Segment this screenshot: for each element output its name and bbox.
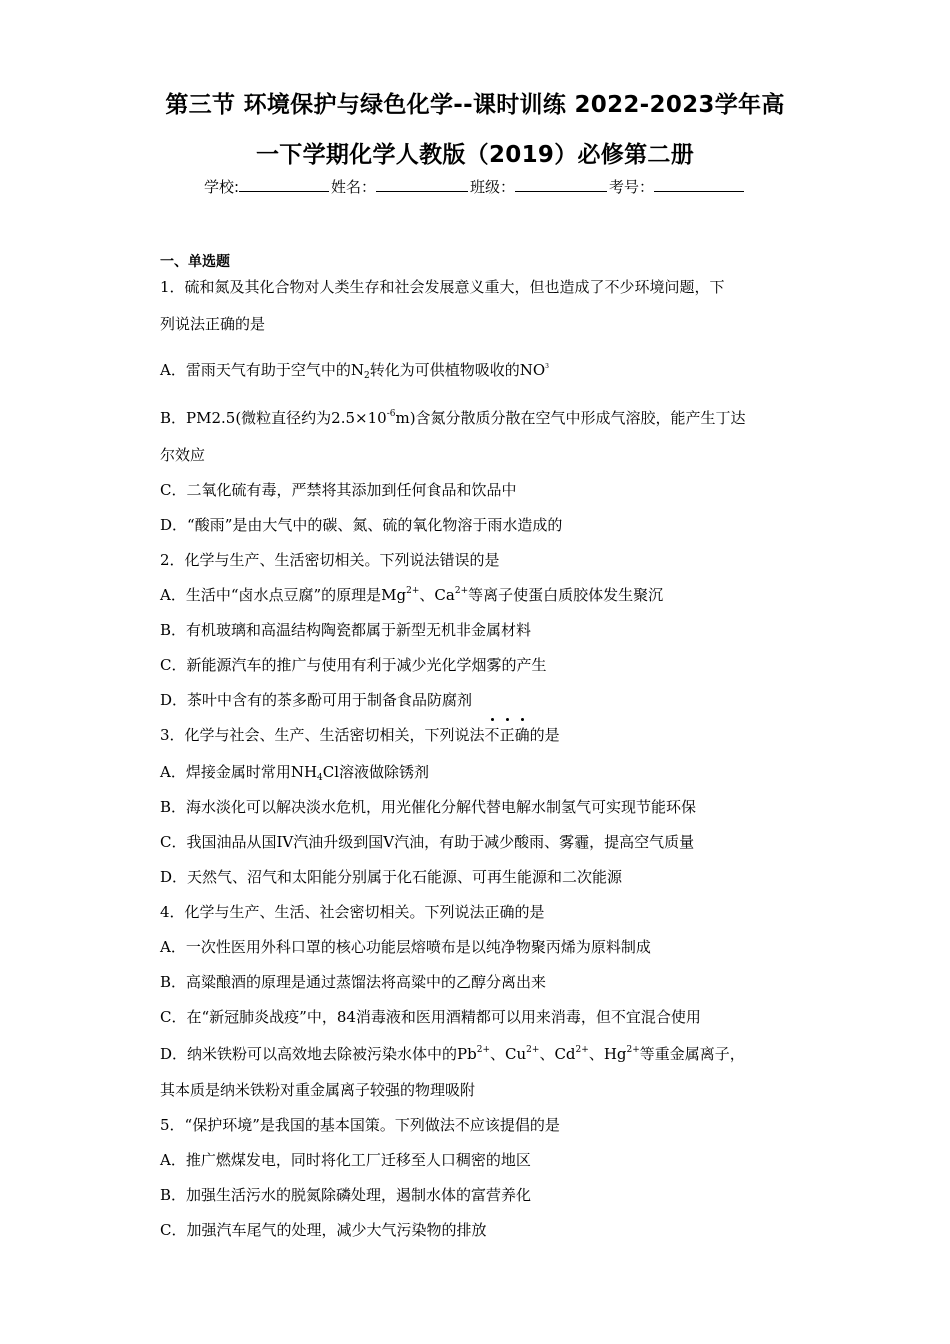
q2-option-b: B．有机玻璃和高温结构陶瓷都属于新型无机非金属材料 xyxy=(160,621,532,639)
q5-stem: 5．“保护环境”是我国的基本国策。下列做法不应该提倡的是 xyxy=(160,1116,560,1134)
q3-stem: 3．化学与社会、生产、生活密切相关，下列说法不正确的是 xyxy=(160,726,560,744)
number-label: 考号： xyxy=(609,178,655,196)
q1-option-b-line-1: B．PM2.5(微粒直径约为$2.5\times 10^{-6}m$)含氮分散质分散在空气中形成气溶胶，能产生丁达 xyxy=(160,409,746,427)
q3-option-a: A．焊接金属时常用$NH_4Cl$溶液做除锈剂 xyxy=(160,763,430,783)
school-blank[interactable] xyxy=(239,177,329,192)
q3-option-c: C．我国油品从国IV汽油升级到国V汽油，有助于减少酸雨、雾霾，提高空气质量 xyxy=(160,833,695,851)
emphasis-char: 确 xyxy=(514,726,530,744)
q1-option-a: A．雷雨天气有助于空气中的$N_2$转化为可供植物吸收的$NO^3$ xyxy=(160,361,549,381)
q4-option-c: C．在“新冠肺炎战疫”中，84消毒液和医用酒精都可以用来消毒，但不宜混合使用 xyxy=(160,1008,701,1026)
q4-option-d-line-2: 其本质是纳米铁粉对重金属离子较强的物理吸附 xyxy=(160,1081,476,1099)
q4-option-d-line-1: D．纳米铁粉可以高效地去除被污染水体中的$Pb^{2+}$、$Cu^{2+}$、$Cd^{2+}$、$Hg^{2+}$等重金属离子， xyxy=(160,1045,745,1063)
q2-option-d: D．茶叶中含有的茶多酚可用于制备食品防腐剂 xyxy=(160,691,473,709)
q1-stem-line-1: 1．硫和氮及其化合物对人类生存和社会发展意义重大，但也造成了不少环境问题，下 xyxy=(160,278,725,296)
emphasis-char: 正 xyxy=(499,726,515,744)
q4-option-a: A．一次性医用外科口罩的核心功能层熔喷布是以纯净物聚丙烯为原料制成 xyxy=(160,938,651,956)
q1-option-c: C．二氧化硫有毒，严禁将其添加到任何食品和饮品中 xyxy=(160,481,517,499)
q1-option-d: D．“酸雨”是由大气中的碳、氮、硫的氧化物溶于雨水造成的 xyxy=(160,516,563,534)
q1-stem-line-2: 列说法正确的是 xyxy=(160,315,266,333)
student-info-row xyxy=(0,176,950,197)
q4-option-b: B．高粱酿酒的原理是通过蒸馏法将高粱中的乙醇分离出来 xyxy=(160,973,547,991)
q1-option-b-line-2: 尔效应 xyxy=(160,446,206,464)
q4-stem: 4．化学与生产、生活、社会密切相关。下列说法正确的是 xyxy=(160,903,545,921)
name-blank[interactable] xyxy=(376,177,468,192)
q2-option-a: A．生活中“卤水点豆腐”的原理是$Mg^{2+}$、$Ca^{2+}$等离子使蛋白质胶体发生聚沉 xyxy=(160,586,664,604)
class-blank[interactable] xyxy=(515,177,607,192)
q5-option-c: C．加强汽车尾气的处理，减少大气污染物的排放 xyxy=(160,1221,487,1239)
q2-stem: 2．化学与生产、生活密切相关。下列说法错误的是 xyxy=(160,551,500,569)
emphasis-char: 不 xyxy=(484,726,500,744)
number-blank[interactable] xyxy=(654,177,744,192)
q5-option-b: B．加强生活污水的脱氮除磷处理，遏制水体的富营养化 xyxy=(160,1186,532,1204)
page-title-line-1: 第三节 环境保护与绿色化学--课时训练 2022-2023学年高 xyxy=(165,92,785,118)
class-label: 班级： xyxy=(470,178,516,196)
q2-option-c: C．新能源汽车的推广与使用有利于减少光化学烟雾的产生 xyxy=(160,656,547,674)
section-heading: 一、单选题 xyxy=(160,254,230,270)
school-label: 学校: xyxy=(203,178,239,196)
q3-option-b: B．海水淡化可以解决淡水危机，用光催化分解代替电解水制氢气可实现节能环保 xyxy=(160,798,697,816)
name-label: 姓名： xyxy=(331,178,377,196)
q5-option-a: A．推广燃煤发电，同时将化工厂迁移至人口稠密的地区 xyxy=(160,1151,531,1169)
q3-option-d: D．天然气、沼气和太阳能分别属于化石能源、可再生能源和二次能源 xyxy=(160,868,623,886)
page-title-line-2: 一下学期化学人教版（2019）必修第二册 xyxy=(255,142,694,168)
